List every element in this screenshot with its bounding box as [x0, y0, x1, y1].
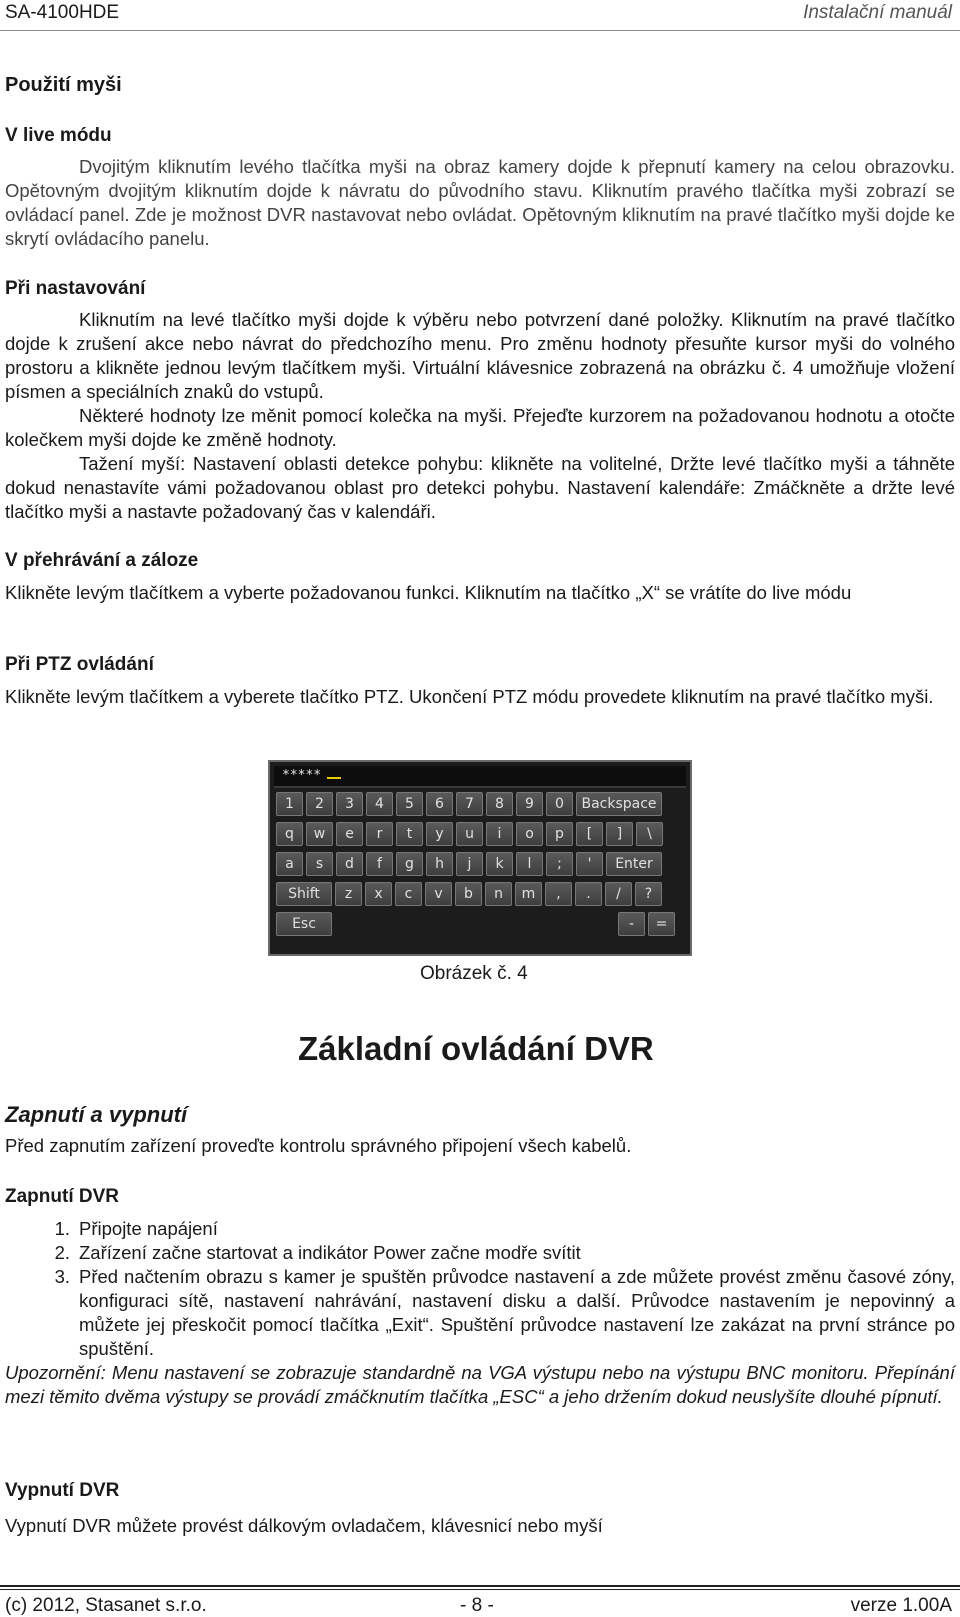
key-char[interactable]: p — [546, 822, 573, 846]
footer-version: verze 1.00A — [850, 1595, 952, 1616]
key-char[interactable]: s — [306, 852, 333, 876]
key-char[interactable]: y — [426, 822, 453, 846]
key-char[interactable]: j — [456, 852, 483, 876]
key-char[interactable]: b — [455, 882, 482, 906]
key-char[interactable]: 3 — [336, 792, 363, 816]
key-char[interactable]: 1 — [276, 792, 303, 816]
key-char[interactable]: f — [366, 852, 393, 876]
key-char[interactable]: 8 — [486, 792, 513, 816]
key-shift[interactable]: Shift — [276, 882, 332, 906]
key-char[interactable]: t — [396, 822, 423, 846]
key-char[interactable]: w — [306, 822, 333, 846]
key-char[interactable]: , — [545, 882, 572, 906]
section-title-mouse: Použití myši — [5, 74, 122, 96]
key-char[interactable]: u — [456, 822, 483, 846]
list-item: 3. Před načtením obrazu s kamer je spuštěn průvodce nastavení a zde můžete provést změnu časové zóny, konfiguraci sítě, nastavení nahrávání, nastavení disku a další. Průvodce nastavením je nepovinný a můžete jej přeskočit pomocí tlačítka „Exit“. Spuštění průvodce nastavení lze zakázat na první stránce po spuštění. — [54, 1266, 955, 1359]
key-char[interactable]: m — [515, 882, 542, 906]
header-doc-title: Instalační manuál — [803, 2, 952, 23]
key-esc[interactable]: Esc — [276, 912, 332, 936]
list-item: 1. Připojte napájení — [54, 1218, 218, 1239]
footer-copyright: (c) 2012, Stasanet s.r.o. — [5, 1595, 207, 1616]
key-char[interactable]: 7 — [456, 792, 483, 816]
paragraph-dvr-off: Vypnutí DVR můžete provést dálkovým ovladačem, klávesnicí nebo myší — [5, 1515, 603, 1536]
key-char[interactable]: ' — [576, 852, 603, 876]
key-backspace[interactable]: Backspace — [576, 792, 662, 816]
header-divider — [0, 30, 960, 31]
key-char[interactable]: x — [365, 882, 392, 906]
keyboard-input-field: ***** — [274, 766, 686, 788]
heading-playback: V přehrávání a záloze — [5, 550, 199, 571]
paragraph-settings-1: Kliknutím na levé tlačítko myši dojde k výběru nebo potvrzení dané položky. Kliknutím na pravé tlačítko dojde k zrušení akce nebo návrat do předchozího menu. Pro změnu hodnoty přesuňte kursor myši do volného prostoru a klikněte jednou levým tlačítkem myši. Virtuální klávesnice zobrazená na obrázku č. 4 umožňuje vložení písmen a speciálních znaků do vstupů. — [5, 309, 955, 402]
paragraph-ptz: Klikněte levým tlačítkem a vyberete tlačítko PTZ. Ukončení PTZ módu provedete kliknutím na pravé tlačítko myši. — [5, 686, 934, 707]
key-char[interactable]: = — [648, 912, 675, 936]
key-char[interactable]: a — [276, 852, 303, 876]
key-char[interactable]: - — [618, 912, 645, 936]
key-char[interactable]: 2 — [306, 792, 333, 816]
key-char[interactable]: ? — [635, 882, 662, 906]
paragraph-settings-3: Tažení myší: Nastavení oblasti detekce pohybu: klikněte na volitelné, Držte levé tlačítko myši a táhněte dokud nenastavíte vámi požadovanou oblast pro detekci pohybu. Nastavení kalendáře: Zmáčkněte a držte levé tlačítko myši a nastavte požadovaný čas v kalendáři. — [5, 453, 955, 522]
heading-settings: Při nastavování — [5, 278, 146, 299]
key-char[interactable]: c — [395, 882, 422, 906]
list-item: 2. Zařízení začne startovat a indikátor Power začne modře svítit — [54, 1242, 581, 1263]
key-enter[interactable]: Enter — [606, 852, 662, 876]
footer-divider — [0, 1585, 960, 1587]
paragraph-power: Před zapnutím zařízení proveďte kontrolu správného připojení všech kabelů. — [5, 1135, 632, 1156]
key-char[interactable]: i — [486, 822, 513, 846]
key-char[interactable]: r — [366, 822, 393, 846]
steps-list — [0, 1217, 960, 1359]
key-char[interactable]: n — [485, 882, 512, 906]
footer-page-number: - 8 - — [460, 1595, 494, 1616]
key-char[interactable]: k — [486, 852, 513, 876]
heading-dvr-on: Zapnutí DVR — [5, 1186, 119, 1207]
warning-note: Upozornění: Menu nastavení se zobrazuje standardně na VGA výstupu nebo na výstupu BNC monitoru. Přepínání mezi těmito dvěma výstupy se provádí zmáčknutím tlačítka „ESC“ a jeho držením dokud neuslyšíte dlouhé pípnutí. — [5, 1362, 955, 1407]
key-char[interactable]: \ — [636, 822, 663, 846]
key-char[interactable]: z — [335, 882, 362, 906]
key-char[interactable]: o — [516, 822, 543, 846]
paragraph-settings-2: Některé hodnoty lze měnit pomocí kolečka na myši. Přejeďte kurzorem na požadovanou hodnotu a otočte kolečkem myši dojde ke změně hodnoty. — [5, 405, 955, 450]
key-char[interactable]: g — [396, 852, 423, 876]
key-char[interactable]: q — [276, 822, 303, 846]
key-char[interactable]: [ — [576, 822, 603, 846]
paragraph-live-mode: Dvojitým kliknutím levého tlačítka myši na obraz kamery dojde k přepnutí kamery na celou obrazovku. Opětovným dvojitým kliknutím dojde k návratu do původního stavu. Kliknutím pravého tlačítka myši zobrazí se ovládací panel. Zde je možnost DVR nastavovat nebo ovládat. Opětovným kliknutím na pravé tlačítko myši dojde ke skrytí ovládacího panelu. — [5, 156, 955, 249]
key-char[interactable]: l — [516, 852, 543, 876]
key-char[interactable]: ; — [546, 852, 573, 876]
heading-dvr-off: Vypnutí DVR — [5, 1480, 120, 1501]
key-char[interactable]: 5 — [396, 792, 423, 816]
key-char[interactable]: 6 — [426, 792, 453, 816]
header-model: SA-4100HDE — [5, 2, 120, 23]
key-char[interactable]: / — [605, 882, 632, 906]
key-char[interactable]: v — [425, 882, 452, 906]
text-cursor — [327, 777, 341, 779]
key-char[interactable]: h — [426, 852, 453, 876]
virtual-keyboard-figure — [268, 760, 692, 956]
footer-divider-thin — [0, 1589, 960, 1590]
key-char[interactable]: 0 — [546, 792, 573, 816]
paragraph-playback: Klikněte levým tlačítkem a vyberte požadovanou funkci. Kliknutím na tlačítko „X“ se vrátíte do live módu — [5, 582, 852, 603]
heading-ptz: Při PTZ ovládání — [5, 654, 154, 675]
heading-live-mode: V live módu — [5, 125, 112, 146]
heading-power: Zapnutí a vypnutí — [5, 1102, 188, 1127]
key-char[interactable]: d — [336, 852, 363, 876]
section-title-basic: Základní ovládání DVR — [298, 1030, 654, 1067]
key-char[interactable]: e — [336, 822, 363, 846]
key-char[interactable]: 4 — [366, 792, 393, 816]
figure-caption: Obrázek č. 4 — [420, 963, 528, 984]
key-char[interactable]: ] — [606, 822, 633, 846]
key-char[interactable]: 9 — [516, 792, 543, 816]
key-char[interactable]: . — [575, 882, 602, 906]
